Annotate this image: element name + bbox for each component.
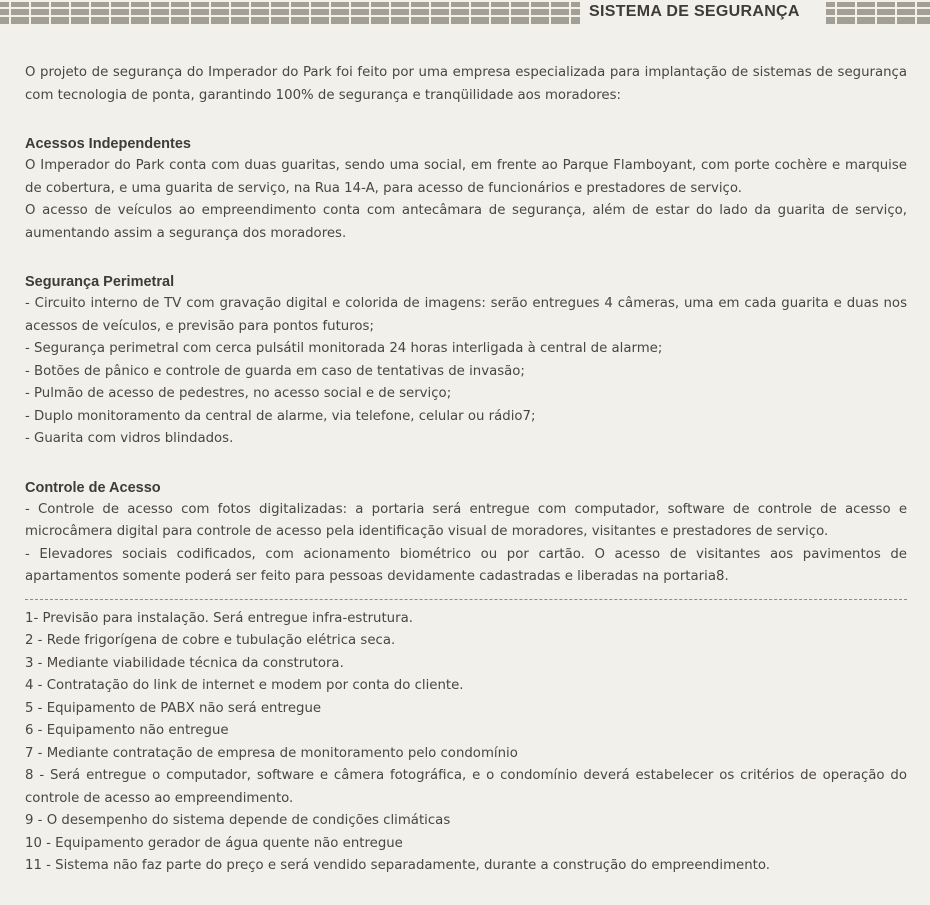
list-item: - Controle de acesso com fotos digitalizadas: a portaria será entregue com computador, software de controle de acesso e microcâmera digital para controle de acesso pela identificação visual de moradores, visitantes e prestadores de serviço.	[25, 501, 907, 539]
footnote: 3 - Mediante viabilidade técnica da construtora.	[25, 655, 344, 671]
footnote: 8 - Será entregue o computador, software e câmera fotográfica, e o condomínio deverá estabelecer os critérios de operação do controle de acesso ao empreendimento.	[25, 768, 907, 806]
list-item: - Guarita com vidros blindados.	[25, 431, 234, 446]
list-item: - Duplo monitoramento da central de alarme, via telefone, celular ou rádio7;	[25, 408, 536, 424]
section-paragraph: O Imperador do Park conta com duas guaritas, sendo uma social, em frente ao Parque Flamboyant, com porte cochère e marquise de cobertura, e uma guarita de serviço, na Rua 14-A, para acesso de funcionários e prestadores de serviço.	[25, 158, 907, 196]
section-acessos-independentes	[25, 133, 907, 245]
section-heading: Controle de Acesso	[25, 479, 161, 496]
list-item: - Elevadores sociais codificados, com acionamento biométrico ou por cartão. O acesso de visitantes aos pavimentos de apartamentos somente poderá ser feito para pessoas devidamente cadastradas e liberadas na portaria8.	[25, 546, 907, 584]
footnote: 2 - Rede frigorígena de cobre e tubulação elétrica seca.	[25, 633, 396, 648]
section-seguranca-perimetral	[25, 271, 907, 451]
list-item: - Circuito interno de TV com gravação digital e colorida de imagens: serão entregues 4 câmeras, uma em cada guarita e duas nos acessos de veículos, e previsão para pontos futuros;	[25, 296, 907, 334]
footnote: 9 - O desempenho do sistema depende de condições climáticas	[25, 813, 451, 828]
list-item: - Segurança perimetral com cerca pulsátil monitorada 24 horas interligada à central de alarme;	[25, 341, 663, 356]
footnote: 4 - Contratação do link de internet e modem por conta do cliente.	[25, 678, 464, 693]
greek-key-border-right	[826, 2, 930, 24]
greek-key-border-left	[0, 2, 580, 24]
intro-paragraph: O projeto de segurança do Imperador do Park foi feito por uma empresa especializada para implantação de sistemas de segurança com tecnologia de ponta, garantindo 100% de segurança e tranqüilidade aos moradores:	[25, 65, 907, 103]
section-paragraph: O acesso de veículos ao empreendimento conta com antecâmara de segurança, além de estar do lado da guarita de serviço, aumentando assim a segurança dos moradores.	[25, 203, 907, 241]
section-controle-de-acesso	[25, 477, 907, 589]
section-heading: Segurança Perimetral	[25, 274, 175, 290]
footnote: 5 - Equipamento de PABX não será entregue	[25, 700, 322, 716]
section-heading: Acessos Independentes	[25, 136, 191, 152]
spacer	[25, 245, 907, 271]
document-body	[25, 62, 907, 878]
page-title: SISTEMA DE SEGURANÇA	[589, 3, 800, 20]
spacer	[25, 451, 907, 477]
footnote: 7 - Mediante contratação de empresa de monitoramento pelo condomínio	[25, 745, 518, 761]
footnote: 1- Previsão para instalação. Será entregue infra-estrutura.	[25, 610, 413, 626]
footnotes-list	[25, 608, 907, 878]
footnote: 11 - Sistema não faz parte do preço e será vendido separadamente, durante a construção do empreendimento.	[25, 858, 770, 873]
footnote: 6 - Equipamento não entregue	[25, 723, 229, 738]
header-band	[0, 0, 930, 26]
list-item: - Botões de pânico e controle de guarda em caso de tentativas de invasão;	[25, 363, 525, 379]
dashed-divider	[25, 599, 907, 600]
list-item: - Pulmão de acesso de pedestres, no acesso social e de serviço;	[25, 386, 452, 401]
spacer	[25, 107, 907, 133]
footnote: 10 - Equipamento gerador de água quente não entregue	[25, 835, 403, 851]
